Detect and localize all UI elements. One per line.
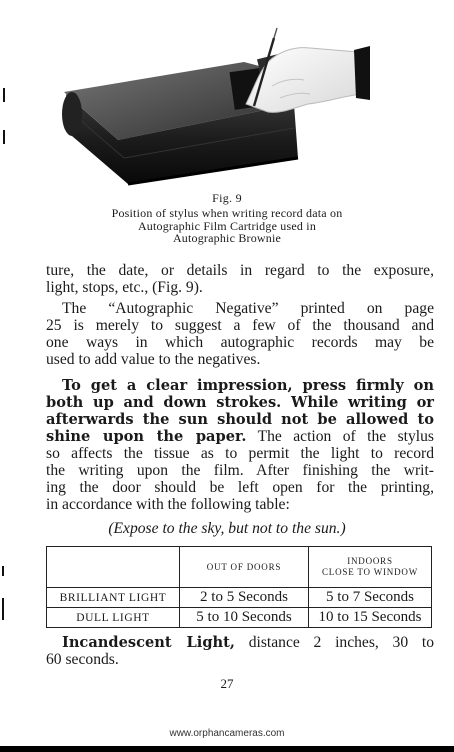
scan-mark-2 (3, 130, 5, 144)
table-header-blank (47, 547, 180, 588)
figure-caption-line: Autographic Brownie (172, 231, 282, 245)
bold-phrase: shine upon the paper. (46, 428, 247, 445)
text-line: used to add value to the negatives. (46, 351, 261, 368)
indoors-cell: 5 to 7 Seconds (309, 588, 432, 608)
table-header-row (47, 547, 432, 588)
bold-phrase: Incandescent Light, (62, 634, 235, 651)
header-text: CLOSE TO WINDOW (322, 567, 418, 577)
row-label: BRILLIANT LIGHT (47, 588, 180, 608)
figure-caption-line: Position of stylus when writing record data on (111, 206, 343, 220)
outdoors-cell: 5 to 10 Seconds (180, 608, 309, 628)
text-line: 25 is merely to suggest a few of the thousand and (46, 317, 434, 334)
outdoors-cell: 2 to 5 Seconds (180, 588, 309, 608)
table-header-indoors (309, 547, 432, 588)
page-number: 27 (220, 676, 234, 691)
bold-text-line: afterwards the sun should not be allowed to (46, 411, 434, 428)
text-phrase: The action of the stylus (246, 428, 434, 445)
text-line: 60 seconds. (46, 651, 119, 668)
paragraph-clear-impression (46, 377, 434, 513)
text-line: ture, the date, or details in regard to the exposure, (46, 262, 434, 279)
bold-text-line: To get a clear impression, press firmly on (62, 377, 434, 394)
figure-caption (0, 207, 454, 245)
paragraph-continuation (46, 262, 434, 296)
header-text: INDOORS (347, 556, 393, 566)
text-line: so affects the tissue as to permit the light to record (46, 445, 434, 462)
scan-mark-3 (2, 566, 4, 576)
figure-caption-line: Autographic Film Cartridge used in (137, 218, 317, 233)
text-line: the writing upon the film. After finishing the writ- (46, 462, 434, 479)
text-line: in accordance with the following table: (46, 496, 290, 513)
paragraph-incandescent-light (46, 634, 434, 668)
table-row (47, 608, 432, 628)
row-label: DULL LIGHT (47, 608, 180, 628)
text-line: The “Autographic Negative” printed on page (62, 300, 434, 317)
scan-mark-1 (3, 88, 5, 102)
scan-mark-4 (2, 598, 4, 620)
figure-number: Fig. 9 (212, 191, 242, 205)
table-title: (Expose to the sky, but not to the sun.) (108, 520, 346, 537)
table-row (47, 588, 432, 608)
footer-url: www.orphancameras.com (169, 728, 285, 739)
text-line: light, stops, etc., (Fig. 9). (46, 279, 203, 296)
text-line: ing the door should be left open for the printing, (46, 479, 434, 496)
exposure-table (46, 546, 432, 628)
text-phrase: distance 2 inches, 30 to (234, 634, 435, 651)
camera-stylus-illustration (58, 8, 370, 190)
paragraph-autographic-negative (46, 300, 434, 368)
text-line: one ways in which autographic records may be (46, 334, 434, 351)
mixed-text-line (46, 634, 434, 651)
mixed-text-line (46, 428, 434, 445)
table-header-outdoors: OUT OF DOORS (180, 547, 309, 588)
bold-text-line: both up and down strokes. While writing or (46, 394, 434, 411)
indoors-cell: 10 to 15 Seconds (309, 608, 432, 628)
bottom-bar (0, 746, 454, 752)
